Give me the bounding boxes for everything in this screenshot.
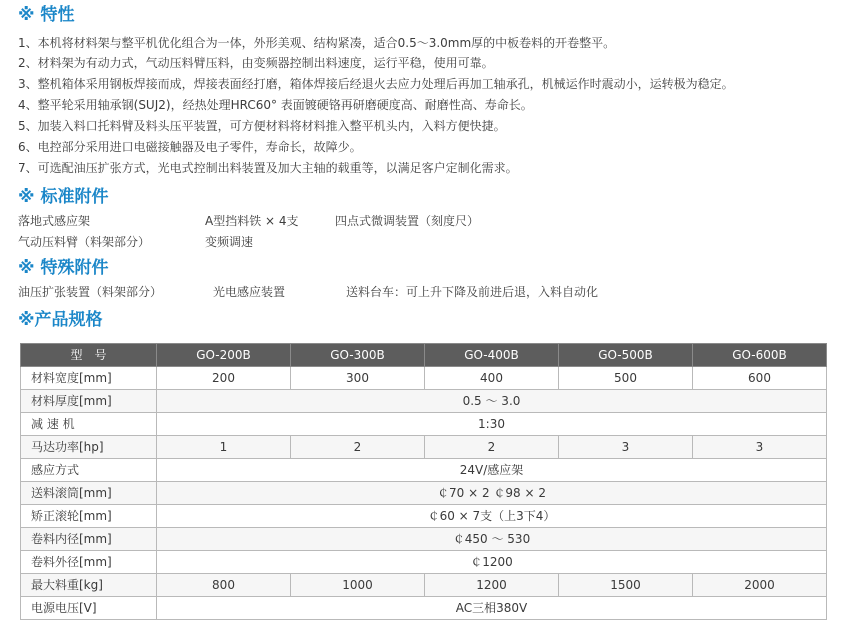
- spec-label-cell: 感应方式: [21, 459, 157, 482]
- spec-span-cell: AC三相380V: [157, 597, 827, 620]
- standard-accessory-item: 四点式微调装置（刻度尺）: [335, 214, 480, 228]
- spec-value-cell: 1000: [291, 574, 425, 597]
- spec-label-cell: 材料宽度[mm]: [21, 367, 157, 390]
- feature-item-5: 5、加装入料口托料臂及料头压平装置，可方便材料将材料推入整平机头内，入料方便快捷。: [18, 119, 506, 133]
- spec-value-cell: 2000: [693, 574, 827, 597]
- table-row: [21, 459, 827, 482]
- special-accessory-item: 油压扩张装置（料架部分）: [18, 285, 163, 299]
- spec-label-cell: 送料滚筒[mm]: [21, 482, 157, 505]
- spec-value-cell: 3: [693, 436, 827, 459]
- spec-label-cell: 电源电压[V]: [21, 597, 157, 620]
- table-header-row: [21, 344, 827, 367]
- standard-accessory-item: 变频调速: [205, 235, 254, 249]
- spec-value-cell: 200: [157, 367, 291, 390]
- spec-label-cell: 卷料内径[mm]: [21, 528, 157, 551]
- spec-span-cell: ￠1200: [157, 551, 827, 574]
- table-row: [21, 436, 827, 459]
- spec-value-cell: 800: [157, 574, 291, 597]
- special-accessory-item: 送料台车：可上升下降及前进后退，入料自动化: [346, 285, 599, 299]
- standard-accessory-item: A型挡料铁 × 4支: [205, 214, 299, 228]
- spec-value-cell: 3: [559, 436, 693, 459]
- spec-label-cell: 卷料外径[mm]: [21, 551, 157, 574]
- spec-value-cell: 500: [559, 367, 693, 390]
- spec-value-cell: 300: [291, 367, 425, 390]
- header-cell-model: GO-500B: [559, 344, 693, 367]
- spec-table-body: [21, 367, 827, 620]
- spec-value-cell: 400: [425, 367, 559, 390]
- spec-span-cell: 1:30: [157, 413, 827, 436]
- features-heading: ※ 特性: [18, 5, 75, 25]
- feature-item-3: 3、整机箱体采用钢板焊接而成，焊接表面经打磨，箱体焊接后经退火去应力处理后再加工轴承孔，机械运作时震动小，运转极为稳定。: [18, 77, 734, 91]
- header-cell-model: GO-200B: [157, 344, 291, 367]
- table-row: [21, 367, 827, 390]
- feature-item-6: 6、电控部分采用进口电磁接触器及电子零件，寿命长，故障少。: [18, 140, 362, 154]
- header-cell-model: GO-300B: [291, 344, 425, 367]
- spec-span-cell: 0.5 ～ 3.0: [157, 390, 827, 413]
- table-row: [21, 505, 827, 528]
- spec-label-cell: 最大料重[kg]: [21, 574, 157, 597]
- spec-span-cell: ￠450 ～ 530: [157, 528, 827, 551]
- standard-accessory-item: 落地式感应架: [18, 214, 91, 228]
- table-row: [21, 482, 827, 505]
- table-row: [21, 574, 827, 597]
- table-row: [21, 413, 827, 436]
- spec-label-cell: 矫正滚轮[mm]: [21, 505, 157, 528]
- table-row: [21, 597, 827, 620]
- spec-value-cell: 600: [693, 367, 827, 390]
- special-accessories-heading: ※ 特殊附件: [18, 258, 109, 278]
- feature-item-2: 2、材料架为有动力式，气动压料臂压料，由变频器控制出料速度，运行平稳，使用可靠。: [18, 56, 494, 70]
- spec-value-cell: 1200: [425, 574, 559, 597]
- spec-span-cell: ￠60 × 7支（上3下4）: [157, 505, 827, 528]
- header-cell-model: GO-400B: [425, 344, 559, 367]
- spec-label-cell: 材料厚度[mm]: [21, 390, 157, 413]
- table-row: [21, 528, 827, 551]
- specs-heading: ※产品规格: [18, 310, 103, 330]
- spec-table: [20, 343, 827, 620]
- spec-value-cell: 1500: [559, 574, 693, 597]
- spec-label-cell: 减 速 机: [21, 413, 157, 436]
- spec-span-cell: ￠70 × 2 ￠98 × 2: [157, 482, 827, 505]
- standard-accessories-heading: ※ 标准附件: [18, 187, 109, 207]
- spec-table-header: [21, 344, 827, 367]
- header-cell-model-label: 型 号: [21, 344, 157, 367]
- header-cell-model: GO-600B: [693, 344, 827, 367]
- spec-value-cell: 2: [291, 436, 425, 459]
- feature-item-7: 7、可选配油压扩张方式，光电式控制出料装置及加大主轴的载重等，以满足客户定制化需求。: [18, 161, 518, 175]
- table-row: [21, 390, 827, 413]
- spec-value-cell: 1: [157, 436, 291, 459]
- spec-span-cell: 24V/感应架: [157, 459, 827, 482]
- feature-item-1: 1、本机将材料架与整平机优化组合为一体，外形美观、结构紧凑，适合0.5～3.0mm厚的中板卷料的开卷整平。: [18, 36, 616, 50]
- special-accessory-item: 光电感应装置: [213, 285, 286, 299]
- standard-accessory-item: 气动压料臂（料架部分）: [18, 235, 151, 249]
- spec-label-cell: 马达功率[hp]: [21, 436, 157, 459]
- feature-item-4: 4、整平轮采用轴承钢(SUJ2)，经热处理HRC60° 表面镀硬铬再研磨硬度高、耐磨性高、寿命长。: [18, 98, 533, 112]
- table-row: [21, 551, 827, 574]
- spec-value-cell: 2: [425, 436, 559, 459]
